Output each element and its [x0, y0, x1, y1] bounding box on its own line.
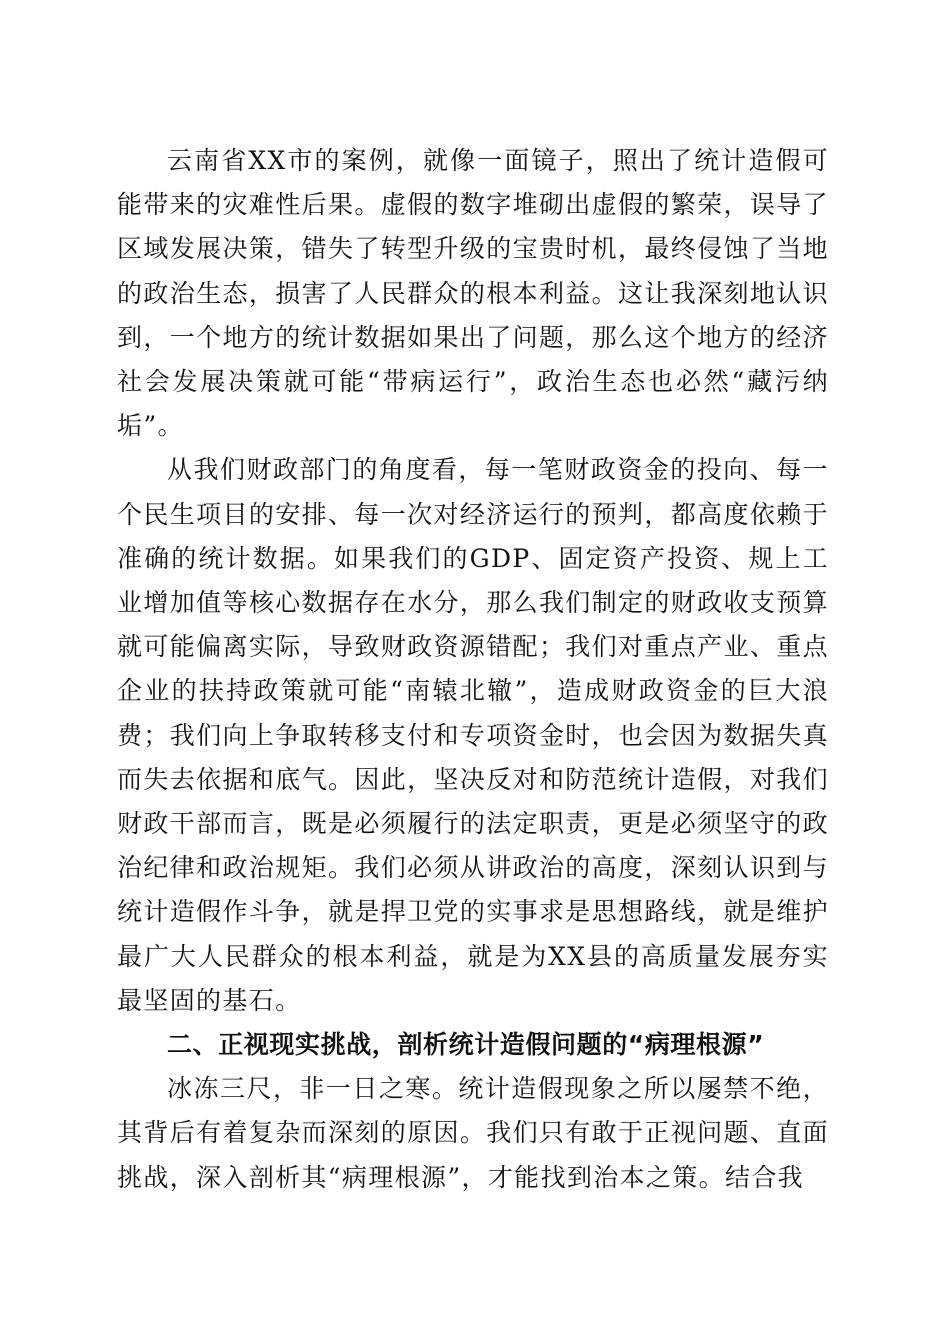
paragraph-root-causes: 冰冻三尺，非一日之寒。统计造假现象之所以屡禁不绝，其背后有着复杂而深刻的原因。我们只有敢于正视问题、直面挑战，深入剖析其“病理根源”，才能找到治本之策。结合我: [117, 1074, 829, 1192]
section-heading: 二、正视现实挑战，剖析统计造假问题的“病理根源”: [167, 1030, 765, 1060]
paragraph-finance-perspective: 从我们财政部门的角度看，每一笔财政资金的投向、每一个民生项目的安排、每一次对经济运行的预判，都高度依赖于准确的统计数据。如果我们的GDP、固定资产投资、规上工业增加值等核心数据存在水分，那么我们制定的财政收支预算就可能偏离实际，导致财政资源错配；我们对重点产业、重点企业的扶持政策就可能“南辕北辙”，造成财政资金的巨大浪费；我们向上争取转移支付和专项资金时，也会因为数据失真而失去依据和底气。因此，坚决反对和防范统计造假，对我们财政干部而言，既是必须履行的法定职责，更是必须坚守的政治纪律和政治规矩。我们必须从讲政治的高度，深刻认识到与统计造假作斗争，就是捍卫党的实事求是思想路线，就是维护最广大人民群众的根本利益，就是为XX县的高质量发展夯实最坚固的基石。: [117, 455, 829, 1015]
document-body: [117, 139, 829, 1200]
paragraph-case-mirror: 云南省XX市的案例，就像一面镜子，照出了统计造假可能带来的灾难性后果。虚假的数字堆砌出虚假的繁荣，误导了区域发展决策，错失了转型升级的宝贵时机，最终侵蚀了当地的政治生态，损害了人民群众的根本利益。这让我深刻地认识到，一个地方的统计数据如果出了问题，那么这个地方的经济社会发展决策就可能“带病运行”，政治生态也必然“藏污纳垢”。: [117, 146, 829, 441]
